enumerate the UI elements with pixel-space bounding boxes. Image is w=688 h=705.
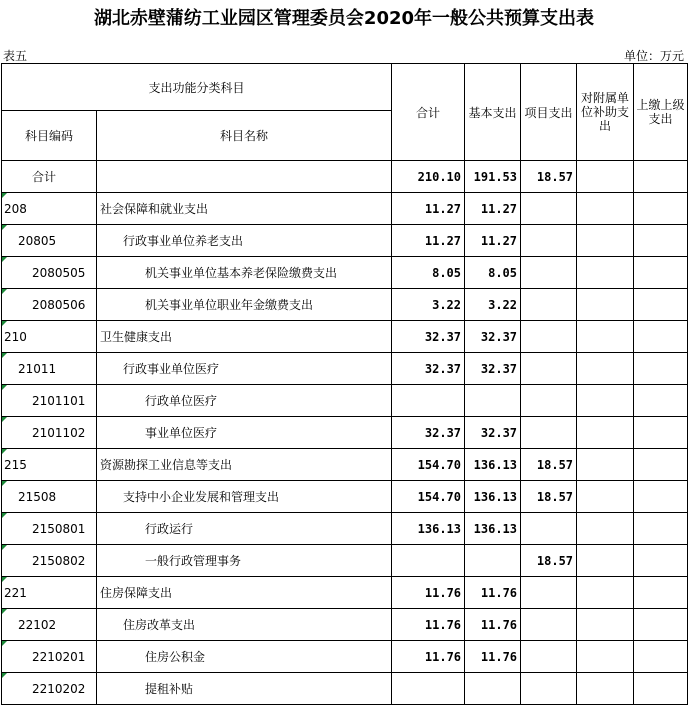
- row-basic: [465, 385, 521, 417]
- table-row: [2, 289, 688, 321]
- row-subsidy: [577, 289, 634, 321]
- row-upper: [634, 513, 688, 545]
- row-basic: 136.13: [465, 481, 521, 513]
- row-code: 2101101: [2, 385, 97, 417]
- row-project: 18.57: [521, 449, 577, 481]
- table-row: [2, 225, 688, 257]
- total-row-subsidy: [577, 161, 634, 193]
- row-total: 32.37: [392, 321, 465, 353]
- row-code: 21508: [2, 481, 97, 513]
- row-total: 154.70: [392, 449, 465, 481]
- row-subsidy: [577, 321, 634, 353]
- row-basic: 32.37: [465, 417, 521, 449]
- row-project: [521, 225, 577, 257]
- row-name: 一般行政管理事务: [97, 545, 392, 577]
- row-upper: [634, 641, 688, 673]
- total-row-upper: [634, 161, 688, 193]
- header-project: 项目支出: [521, 64, 577, 161]
- row-project: [521, 193, 577, 225]
- row-name: 住房公积金: [97, 641, 392, 673]
- row-basic: [465, 545, 521, 577]
- table-row: [2, 257, 688, 289]
- row-basic: 8.05: [465, 257, 521, 289]
- row-project: [521, 673, 577, 705]
- row-project: [521, 641, 577, 673]
- row-name: 卫生健康支出: [97, 321, 392, 353]
- table-row: [2, 481, 688, 513]
- row-code: 20805: [2, 225, 97, 257]
- row-subsidy: [577, 353, 634, 385]
- table-row: [2, 321, 688, 353]
- row-code: 221: [2, 577, 97, 609]
- table-row: [2, 545, 688, 577]
- row-project: [521, 609, 577, 641]
- row-total: [392, 673, 465, 705]
- row-subsidy: [577, 385, 634, 417]
- row-code: 2210202: [2, 673, 97, 705]
- row-total: 8.05: [392, 257, 465, 289]
- row-upper: [634, 353, 688, 385]
- total-row-project: 18.57: [521, 161, 577, 193]
- row-upper: [634, 257, 688, 289]
- row-subsidy: [577, 609, 634, 641]
- row-project: 18.57: [521, 481, 577, 513]
- row-basic: 136.13: [465, 449, 521, 481]
- header-upper: 上缴上级支出: [634, 64, 688, 161]
- row-project: [521, 289, 577, 321]
- row-project: 18.57: [521, 545, 577, 577]
- header-total: 合计: [392, 64, 465, 161]
- row-upper: [634, 225, 688, 257]
- row-code: 2150802: [2, 545, 97, 577]
- row-upper: [634, 673, 688, 705]
- row-subsidy: [577, 193, 634, 225]
- row-upper: [634, 385, 688, 417]
- row-code: 215: [2, 449, 97, 481]
- row-basic: 11.27: [465, 225, 521, 257]
- row-code: 208: [2, 193, 97, 225]
- row-code: 2101102: [2, 417, 97, 449]
- table-row: [2, 193, 688, 225]
- row-name: 住房改革支出: [97, 609, 392, 641]
- total-row-label: 合计: [2, 161, 97, 193]
- table-row: [2, 641, 688, 673]
- row-total: 11.76: [392, 577, 465, 609]
- row-name: 机关事业单位职业年金缴费支出: [97, 289, 392, 321]
- row-project: [521, 513, 577, 545]
- row-total: 11.76: [392, 641, 465, 673]
- row-basic: 32.37: [465, 353, 521, 385]
- row-name: 行政单位医疗: [97, 385, 392, 417]
- row-name: 支持中小企业发展和管理支出: [97, 481, 392, 513]
- row-name: 机关事业单位基本养老保险缴费支出: [97, 257, 392, 289]
- row-name: 社会保障和就业支出: [97, 193, 392, 225]
- row-upper: [634, 481, 688, 513]
- row-code: 2080506: [2, 289, 97, 321]
- row-code: 210: [2, 321, 97, 353]
- table-row: [2, 449, 688, 481]
- row-basic: 136.13: [465, 513, 521, 545]
- row-upper: [634, 609, 688, 641]
- row-project: [521, 321, 577, 353]
- header-basic: 基本支出: [465, 64, 521, 161]
- row-basic: 11.76: [465, 577, 521, 609]
- page-title: 湖北赤壁蒲纺工业园区管理委员会2020年一般公共预算支出表: [93, 8, 595, 29]
- row-basic: [465, 673, 521, 705]
- row-subsidy: [577, 257, 634, 289]
- row-upper: [634, 289, 688, 321]
- table-row: [2, 417, 688, 449]
- row-total: [392, 385, 465, 417]
- header-category: 支出功能分类科目: [2, 64, 392, 111]
- row-upper: [634, 321, 688, 353]
- row-basic: 3.22: [465, 289, 521, 321]
- expenditure-table: [1, 63, 688, 705]
- row-project: [521, 577, 577, 609]
- row-name: 行政事业单位养老支出: [97, 225, 392, 257]
- row-basic: 11.76: [465, 609, 521, 641]
- table-row: [2, 609, 688, 641]
- row-total: 136.13: [392, 513, 465, 545]
- row-total: 11.27: [392, 225, 465, 257]
- row-project: [521, 385, 577, 417]
- row-basic: 32.37: [465, 321, 521, 353]
- row-name: 资源勘探工业信息等支出: [97, 449, 392, 481]
- row-name: 事业单位医疗: [97, 417, 392, 449]
- row-total: 32.37: [392, 417, 465, 449]
- row-name: 住房保障支出: [97, 577, 392, 609]
- row-project: [521, 353, 577, 385]
- table-row: [2, 577, 688, 609]
- table-row: [2, 513, 688, 545]
- table-row: [2, 353, 688, 385]
- row-total: 11.76: [392, 609, 465, 641]
- row-upper: [634, 545, 688, 577]
- row-subsidy: [577, 673, 634, 705]
- row-total: 3.22: [392, 289, 465, 321]
- table-row: [2, 385, 688, 417]
- row-upper: [634, 193, 688, 225]
- row-basic: 11.27: [465, 193, 521, 225]
- header-code: 科目编码: [2, 111, 97, 161]
- row-subsidy: [577, 513, 634, 545]
- row-subsidy: [577, 449, 634, 481]
- row-code: 22102: [2, 609, 97, 641]
- row-total: 154.70: [392, 481, 465, 513]
- row-subsidy: [577, 225, 634, 257]
- row-total: 11.27: [392, 193, 465, 225]
- row-code: 2150801: [2, 513, 97, 545]
- total-row-name: [97, 161, 392, 193]
- row-upper: [634, 417, 688, 449]
- row-upper: [634, 449, 688, 481]
- row-upper: [634, 577, 688, 609]
- total-row-total: 210.10: [392, 161, 465, 193]
- row-subsidy: [577, 641, 634, 673]
- row-subsidy: [577, 417, 634, 449]
- header-subsidy: 对附属单位补助支出: [577, 64, 634, 161]
- row-name: 行政事业单位医疗: [97, 353, 392, 385]
- row-total: 32.37: [392, 353, 465, 385]
- row-code: 2080505: [2, 257, 97, 289]
- unit-label: 单位：万元: [623, 49, 684, 63]
- row-total: [392, 545, 465, 577]
- table-number: 表五: [3, 49, 28, 63]
- row-name: 提租补贴: [97, 673, 392, 705]
- row-code: 21011: [2, 353, 97, 385]
- total-row-basic: 191.53: [465, 161, 521, 193]
- row-subsidy: [577, 577, 634, 609]
- row-basic: 11.76: [465, 641, 521, 673]
- row-subsidy: [577, 545, 634, 577]
- table-row: [2, 673, 688, 705]
- row-name: 行政运行: [97, 513, 392, 545]
- row-code: 2210201: [2, 641, 97, 673]
- row-project: [521, 257, 577, 289]
- row-project: [521, 417, 577, 449]
- header-name: 科目名称: [97, 111, 392, 161]
- row-subsidy: [577, 481, 634, 513]
